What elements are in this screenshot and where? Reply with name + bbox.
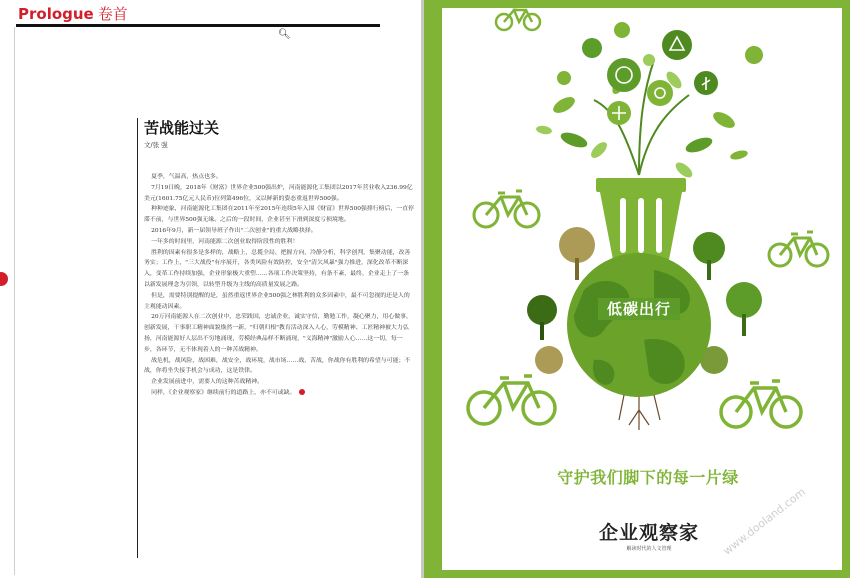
article-paragraph: 种种迹象，河南能源化工集团在2011年至2015年连续5年入围《财富》世界500强排行榜后，一直停滞不前，与世界500强无缘。之后的一段时间，企业甚至下滑到深度亏损境地。 — [144, 206, 415, 224]
magnify-plus-icon[interactable]: 🔍︎ — [278, 29, 291, 40]
article-vertical-rule — [137, 118, 138, 558]
poster-frame — [424, 0, 850, 578]
article-paragraph: 20万河南能源人在二次创业中，忠荣践国，忠诚企业，诚实守信，勤勉工作，凝心聚力，用心做事，创新发展，干事职工精神面貌焕然一新，"归朝归根"教育活动深入人心，劳模精神、工匠精神被大力弘扬，河南能源好人层出不穷地涌现，劳模经典品样不断涌现，"义海精神"激励人心……这一切，每一步，各环节，无不体现着人的一种苦战精神。 — [144, 314, 412, 353]
magazine-logo: 企业观察家 — [598, 522, 699, 544]
header-rule — [16, 24, 380, 27]
article-paragraph: 夏季，气温高，热点也多。 — [151, 174, 222, 180]
article-byline: 文/张 强 — [144, 141, 168, 149]
article-paragraph: 战危机，战风险，战困难，战安全，战环境，战市场……战，苦战，你战你有胜利的希望与可能；不战，你将坐失接手机会与成功，这是铁律。 — [144, 357, 411, 375]
section-header — [18, 3, 128, 24]
article-paragraph: 一年多的时间里，河南能源二次创业取得阶段性的胜利！ — [151, 238, 299, 245]
magazine-tagline: 解读时代的人文管理 — [626, 546, 672, 552]
section-title-en: Prologue — [18, 5, 94, 23]
site-watermark: www.dooland.com — [720, 485, 809, 558]
poster-slogan: 守护我们脚下的每一片绿 — [557, 468, 739, 487]
article-title: 苦战能过关 — [144, 119, 220, 137]
bookmark-marker[interactable] — [0, 272, 8, 286]
left-page — [0, 0, 421, 578]
section-title-cn: 卷首 — [97, 5, 128, 23]
article-paragraph: 2016年9月，新一届领导班子作出"二次创业"的重大战略抉择。 — [151, 227, 317, 234]
article-body — [144, 172, 414, 399]
article-paragraph: 7月19日晚，2018年《财富》世界企业500强出炉，河南能源化工集团以2017年营业收入236.99亿美元(1601.75亿元人民币)位列第496位，又以鲜新的姿态重返世界500强。 — [144, 184, 413, 202]
low-carbon-badge: 低碳出行 — [606, 300, 671, 318]
article-paragraph: 同样，《企业观察家》继续前行的道路上，亦不可或缺。 — [144, 388, 414, 399]
article-paragraph: 企业发展前进中，需要人的这种苦战精神。 — [151, 379, 263, 386]
gutter-rule — [14, 27, 15, 575]
article-paragraph: 但是，需要特别提醒的是，虽然重返世界企业500强之林胜利的众多因素中，最不可忽视的还是人的主观能动因素。 — [144, 292, 410, 310]
article-paragraph: 胜利的因素有很多是多样的，战略上，总揽全局、把握方向，冷静分析，科学创判，集聚动能，改善务实；工作上，"三大战役"有序展开，各类风险有效防控，安全"清欠风暴"强力推进，深化改革不断深入，变革工作持续加强，企业形象极大重塑……各项工作决策坚持，有条不紊，最终，企业走上了一条以新发展理念为引领，以转型升级为主线的高质量发展之路。 — [144, 249, 411, 288]
right-page-poster — [424, 0, 850, 578]
